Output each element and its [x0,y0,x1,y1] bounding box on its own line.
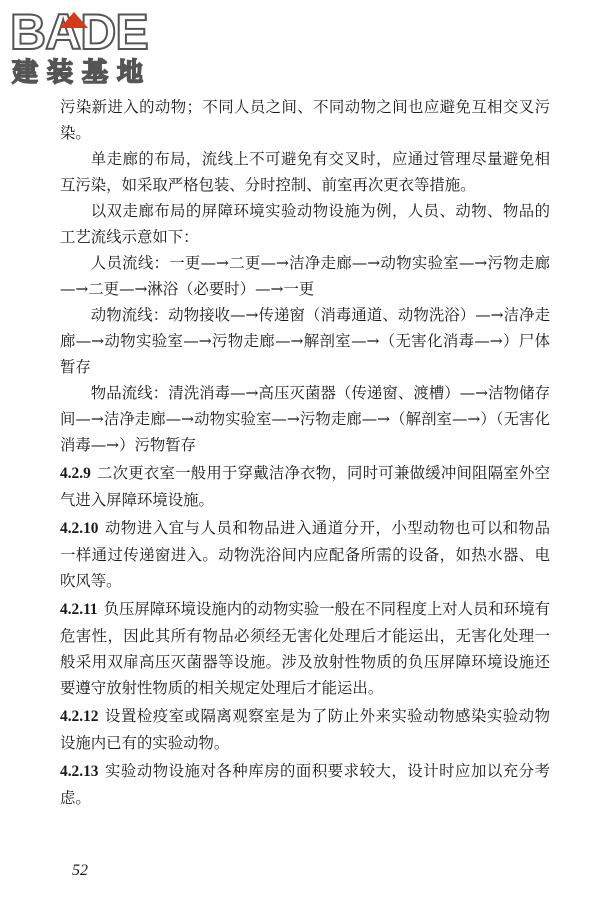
clause-text: 二次更衣室一般用于穿戴洁净衣物，同时可兼做缓冲间阻隔室外空气进入屏障环境设施。 [60,464,550,509]
clause-number: 4.2.10 [60,520,99,537]
clause-text: 动物进入宜与人员和物品进入通道分开，小型动物也可以和物品一样通过传递窗进入。动物洗浴间内应配备所需的设备，如热水器、电吹风等。 [60,519,550,590]
page-number: 52 [72,862,88,879]
page-body [60,94,550,811]
clause-text: 负压屏障环境设施内的动物实验一般在不同程度上对人员和环境有危害性，因此其所有物品必须经无害化处理后才能运出，无害化处理一般采用双扉高压灭菌器等设施。涉及放射性物质的负压屏障环境设施还要遵守放射性物质的相关规定处理后才能运出。 [60,600,550,697]
logo-subtitle: 建装基地 [12,58,153,88]
logo-mark: BADE [10,4,148,60]
clause-text: 设置检疫室或隔离观察室是为了防止外来实验动物感染实验动物设施内已有的实验动物。 [60,707,550,752]
clause-4-2-9 [60,460,550,513]
clause-4-2-12 [60,703,550,756]
bade-logo [10,4,180,88]
clause-text: 实验动物设施对各种库房的面积要求较大，设计时应加以充分考虑。 [60,762,550,807]
goods-flow: 物品流线：清洗消毒—→高压灭菌器（传递窗、渡槽）—→洁物储存间—→洁净走廊—→动物实验室—→污物走廊—→（解剖室—→）（无害化消毒—→）污物暂存 [60,384,550,454]
clause-number: 4.2.12 [60,708,99,725]
paragraph: 单走廊的布局，流线上不可避免有交叉时，应通过管理尽量避免相互污染，如采取严格包装、分时控制、前室再次更衣等措施。 [60,150,550,194]
paragraph: 污染新进入的动物；不同人员之间、不同动物之间也应避免互相交叉污染。 [60,98,550,142]
clause-4-2-11 [60,596,550,701]
clause-number: 4.2.9 [60,465,91,482]
clause-4-2-10 [60,515,550,594]
paragraph: 以双走廊布局的屏障环境实验动物设施为例，人员、动物、物品的工艺流线示意如下： [60,202,550,246]
personnel-flow: 人员流线：一更—→二更—→洁净走廊—→动物实验室—→污物走廊—→二更—→淋浴（必要时）—→一更 [60,254,550,298]
clause-4-2-13 [60,758,550,811]
clause-number: 4.2.11 [60,601,98,618]
animal-flow: 动物流线：动物接收—→传递窗（消毒通道、动物洗浴）—→洁净走廊—→动物实验室—→污物走廊—→解剖室—→（无害化消毒—→）尸体暂存 [60,306,550,376]
clause-number: 4.2.13 [60,763,99,780]
logo-accent-triangle [60,12,88,28]
